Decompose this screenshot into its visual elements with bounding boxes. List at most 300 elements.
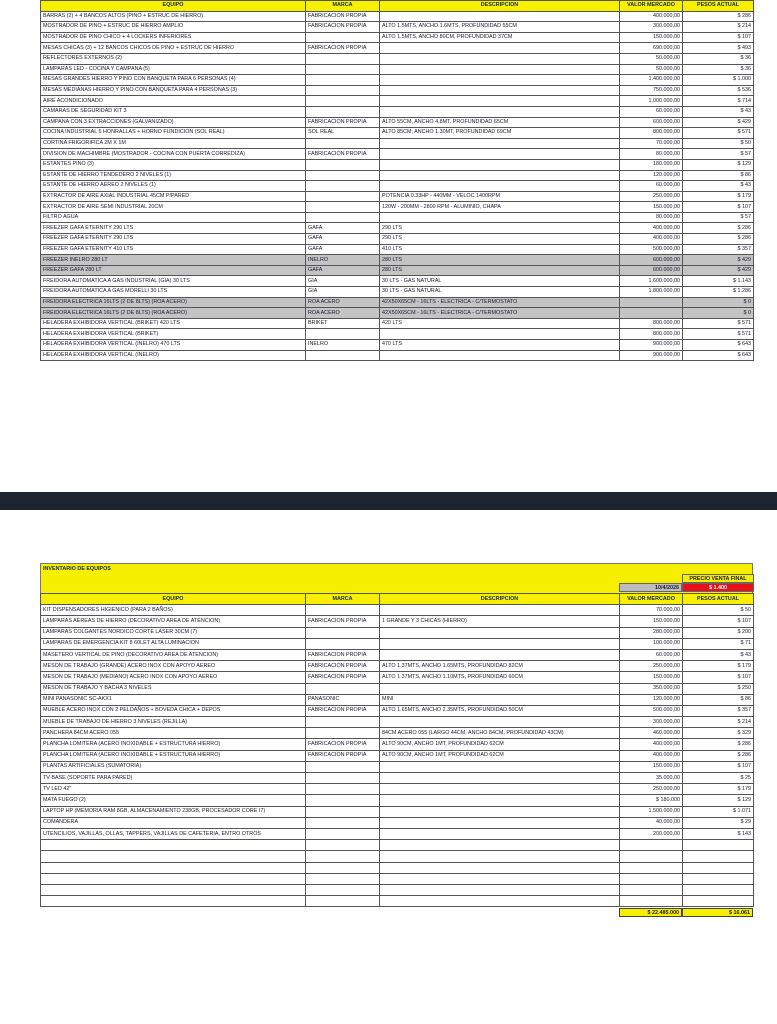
cell-pesos: $ 250: [683, 683, 754, 694]
cell-pesos: [683, 873, 754, 884]
total-valor-mercado: $ 22.485.000: [619, 908, 682, 917]
cell-valor: 600.000,00: [620, 265, 683, 276]
cell-marca: ROA ACERO: [306, 308, 380, 319]
cell-valor: $ 180.000: [620, 795, 683, 806]
table-row: [41, 297, 754, 308]
cell-descripcion: [380, 212, 620, 223]
cell-valor: [620, 840, 683, 851]
cell-marca: [306, 138, 380, 149]
cell-marca: [306, 817, 380, 828]
cell-valor: 400.000,00: [620, 739, 683, 750]
cell-descripcion: 280 LTS: [380, 265, 620, 276]
cell-pesos: $ 1.000: [683, 75, 754, 86]
table-row: [41, 22, 754, 33]
cell-pesos: $ 286: [683, 223, 754, 234]
cell-marca: [306, 85, 380, 96]
cell-equipo: MESAS CHICAS (3) + 12 BANCOS CHICOS DE PINO + ESTRUC DE HIERRO: [41, 43, 306, 54]
cell-pesos: $ 107: [683, 616, 754, 627]
cell-valor: 60.000,00: [620, 106, 683, 117]
cell-valor: 900.000,00: [620, 340, 683, 351]
cell-pesos: $ 286: [683, 234, 754, 245]
cell-valor: 300.000,00: [620, 717, 683, 728]
cell-valor: 280.000,00: [620, 627, 683, 638]
cell-valor: 1.000.000,00: [620, 96, 683, 107]
cell-pesos: $ 107: [683, 761, 754, 772]
cell-descripcion: 470 LTS: [380, 340, 620, 351]
cell-valor: [620, 873, 683, 884]
table-row: [41, 64, 754, 75]
cell-pesos: $ 286: [683, 750, 754, 761]
cell-equipo: PLANTAS ARTIFICIALES (SUMATORIA): [41, 761, 306, 772]
header-pesos-actual: PESOS ACTUAL: [683, 1, 754, 12]
cell-marca: FABRICACION PROPIA: [306, 11, 380, 22]
cell-marca: [306, 75, 380, 86]
cell-valor: [620, 308, 683, 319]
cell-valor: 150.000,00: [620, 202, 683, 213]
cell-marca: PANASONIC: [306, 694, 380, 705]
cell-valor: [620, 297, 683, 308]
price-final-value: $ 1.400: [682, 583, 754, 592]
cell-descripcion: 290 LTS: [380, 234, 620, 245]
top-inventory-sheet: [40, 0, 753, 361]
cell-equipo: CORTINA FRIGORIFICA 2M X 1M: [41, 138, 306, 149]
cell-equipo: FREIDORA AUTOMATICA A GAS MORELLI 30 LTS: [41, 287, 306, 298]
table-row: [41, 138, 754, 149]
cell-marca: SOL REAL: [306, 128, 380, 139]
header-equipo: EQUIPO: [41, 1, 306, 12]
cell-marca: [306, 159, 380, 170]
header-descripcion: DESCRIPCION: [380, 594, 620, 605]
cell-marca: FABRICACION PROPIA: [306, 739, 380, 750]
cell-valor: 250.000,00: [620, 191, 683, 202]
cell-marca: [306, 605, 380, 616]
cell-marca: [306, 795, 380, 806]
cell-pesos: $ 179: [683, 191, 754, 202]
table-row: [41, 851, 754, 862]
cell-valor: 150.000,00: [620, 616, 683, 627]
cell-marca: [306, 896, 380, 907]
cell-equipo: LAMPARAS AEREAS DE HIERRO (DECORATIVO AREA DE ATENCION): [41, 616, 306, 627]
cell-pesos: $ 25: [683, 773, 754, 784]
cell-descripcion: [380, 784, 620, 795]
cell-equipo: LAMPARAS COLGANTES NORDICO CORTE LASER 30CM (7): [41, 627, 306, 638]
cell-marca: [306, 212, 380, 223]
table-row: [41, 181, 754, 192]
cell-pesos: $ 214: [683, 717, 754, 728]
cell-descripcion: 30 LTS - GAS NATURAL: [380, 287, 620, 298]
cell-descripcion: [380, 64, 620, 75]
cell-equipo: TV BASE (SOPORTE PARA PARED): [41, 773, 306, 784]
cell-equipo: LAMPARAS LED - COCINA Y CAMPANA (5): [41, 64, 306, 75]
cell-valor: 400.000,00: [620, 11, 683, 22]
cell-valor: 70.000,00: [620, 138, 683, 149]
cell-equipo: HELADERA EXHIBIDORA VERTICAL (INELRO): [41, 350, 306, 361]
table-row: [41, 287, 754, 298]
cell-marca: GIA: [306, 276, 380, 287]
cell-pesos: $ 29: [683, 817, 754, 828]
cell-pesos: $ 643: [683, 350, 754, 361]
sheet-subheader: [40, 574, 753, 593]
cell-equipo: MESON DE TRABAJO (MEDIANO) ACERO INOX CON APOYO AEREO: [41, 672, 306, 683]
cell-equipo: MUEBLE ACERO INOX CON 2 PELDAÑOS + BOVEDA CHICA + DEPOS: [41, 705, 306, 716]
cell-equipo: MESON DE TRABAJO Y BACHA 3 NIVELES: [41, 683, 306, 694]
cell-marca: [306, 96, 380, 107]
cell-equipo: COMANDERA: [41, 817, 306, 828]
cell-valor: 400.000,00: [620, 223, 683, 234]
cell-descripcion: [380, 53, 620, 64]
cell-pesos: $ 286: [683, 11, 754, 22]
header-descripcion: DESCRIPCION: [380, 1, 620, 12]
cell-equipo: MATA FUEGO (2): [41, 795, 306, 806]
cell-pesos: $ 0: [683, 297, 754, 308]
cell-valor: 600.000,00: [620, 255, 683, 266]
table-row: [41, 265, 754, 276]
header-equipo: EQUIPO: [41, 594, 306, 605]
cell-descripcion: [380, 862, 620, 873]
table-row: [41, 873, 754, 884]
header-valor-mercado: VALOR MERCADO: [620, 1, 683, 12]
cell-valor: 250.000,00: [620, 784, 683, 795]
cell-equipo: FREEZER GAFA 280 LT: [41, 265, 306, 276]
cell-descripcion: [380, 605, 620, 616]
cell-valor: 60.000,00: [620, 649, 683, 660]
cell-equipo: MINI PANASONIC SC-AKX1: [41, 694, 306, 705]
cell-pesos: $ 179: [683, 661, 754, 672]
cell-marca: [306, 828, 380, 839]
cell-valor: 800.000,00: [620, 128, 683, 139]
cell-descripcion: ALTO 90CM, ANCHO 1MT, PROFUNDIDAD 62CM: [380, 750, 620, 761]
cell-marca: GAFA: [306, 244, 380, 255]
cell-descripcion: [380, 11, 620, 22]
cell-pesos: $ 429: [683, 117, 754, 128]
cell-marca: [306, 840, 380, 851]
price-final-label: PRECIO VENTA FINAL: [682, 574, 754, 583]
cell-descripcion: [380, 329, 620, 340]
table-row: [41, 649, 754, 660]
cell-descripcion: 42X50X65CM - 16LTS - ELECTRICA - C/TERMOSTATO: [380, 297, 620, 308]
cell-equipo: FREIDORA AUTOMATICA A GAS INDUSTRIAL (GIA) 30 LTS: [41, 276, 306, 287]
table-row: [41, 840, 754, 851]
cell-equipo: TV LED 42'': [41, 784, 306, 795]
cell-pesos: $ 143: [683, 828, 754, 839]
cell-equipo: BARRAS (2) + 4 BANCOS ALTOS (PINO + ESTRUC DE HIERRO): [41, 11, 306, 22]
cell-equipo: PLANCHA LOMITERA (ACERO INOXIDABLE + ESTRUCTURA HIERRO): [41, 750, 306, 761]
cell-marca: [306, 191, 380, 202]
cell-equipo: EXTRACTOR DE AIRE SEMI INDUSTRIAL 20CM: [41, 202, 306, 213]
cell-valor: 250.000,00: [620, 661, 683, 672]
cell-pesos: $ 179: [683, 784, 754, 795]
cell-valor: 70.000,00: [620, 605, 683, 616]
cell-pesos: $ 571: [683, 329, 754, 340]
cell-equipo: HELADERA EXHIBIDORA VERTICAL (BRIKET): [41, 329, 306, 340]
cell-valor: 1.400.000,00: [620, 75, 683, 86]
cell-pesos: $ 86: [683, 694, 754, 705]
cell-pesos: $ 200: [683, 627, 754, 638]
table-row: [41, 244, 754, 255]
cell-valor: 40.000,00: [620, 817, 683, 828]
table-row: [41, 605, 754, 616]
cell-marca: [306, 728, 380, 739]
cell-descripcion: [380, 761, 620, 772]
cell-descripcion: [380, 350, 620, 361]
sheet-title: INVENTARIO DE EQUIPOS: [40, 563, 753, 574]
table-row: [41, 739, 754, 750]
cell-valor: [620, 851, 683, 862]
table-row: [41, 329, 754, 340]
table-row: [41, 32, 754, 43]
cell-valor: 50.000,00: [620, 53, 683, 64]
cell-marca: [306, 181, 380, 192]
cell-marca: [306, 862, 380, 873]
cell-descripcion: ALTO 1.37MTS, ANCHO 1.65MTS, PROFUNDIDAD 82CM: [380, 661, 620, 672]
cell-valor: 690.000,00: [620, 43, 683, 54]
cell-pesos: [683, 851, 754, 862]
table-row: [41, 672, 754, 683]
table-row: [41, 795, 754, 806]
table-row: [41, 308, 754, 319]
cell-pesos: $ 129: [683, 159, 754, 170]
table-row: [41, 862, 754, 873]
total-pesos-actual: $ 16.061: [682, 908, 753, 917]
cell-marca: [306, 784, 380, 795]
cell-equipo: MOSTRADOR DE PINO + ESTRUC DE HIERRO AMPLIO: [41, 22, 306, 33]
cell-valor: 120.000,00: [620, 170, 683, 181]
cell-marca: [306, 202, 380, 213]
table-row: [41, 773, 754, 784]
cell-descripcion: 30 LTS - GAS NATURAL: [380, 276, 620, 287]
cell-pesos: $ 357: [683, 244, 754, 255]
cell-descripcion: ALTO 85CM, ANCHO 1.30MT, PROFUNDIDAD 69CM: [380, 128, 620, 139]
table-row: [41, 170, 754, 181]
cell-descripcion: [380, 873, 620, 884]
table-row: [41, 11, 754, 22]
cell-descripcion: 120W - 200MM - 2800 RPM - ALUMINIO, CHAPA: [380, 202, 620, 213]
cell-equipo: REFLECTORES EXTERNOS (2): [41, 53, 306, 64]
cell-equipo: MOSTRADOR DE PINO CHICO + 4 LOCKERS INFERIORES: [41, 32, 306, 43]
cell-descripcion: [380, 159, 620, 170]
header-marca: MARCA: [306, 594, 380, 605]
cell-descripcion: [380, 840, 620, 851]
cell-marca: [306, 350, 380, 361]
cell-marca: [306, 329, 380, 340]
cell-valor: 900.000,00: [620, 350, 683, 361]
cell-descripcion: [380, 817, 620, 828]
table-row: [41, 761, 754, 772]
cell-valor: [620, 896, 683, 907]
cell-pesos: $ 357: [683, 705, 754, 716]
table-row: [41, 616, 754, 627]
cell-pesos: $ 86: [683, 170, 754, 181]
cell-valor: 1.500.000,00: [620, 806, 683, 817]
header-valor-mercado: VALOR MERCADO: [620, 594, 683, 605]
cell-equipo: MUEBLE DE TRABAJO DE HIERRO 3 NIVELES (REJILLA): [41, 717, 306, 728]
table-row: [41, 223, 754, 234]
cell-pesos: $ 57: [683, 149, 754, 160]
bottom-inventory-table: [40, 593, 754, 907]
table-row: [41, 53, 754, 64]
cell-marca: FABRICACION PROPIA: [306, 117, 380, 128]
totals-row: [40, 907, 753, 918]
cell-descripcion: 290 LTS: [380, 223, 620, 234]
top-header-row: [41, 1, 754, 12]
cell-equipo: MESAS MEDIANAS HIERRO Y PINO CON BANQUETA PARA 4 PERSONAS (3): [41, 85, 306, 96]
table-row: [41, 627, 754, 638]
cell-descripcion: [380, 717, 620, 728]
cell-descripcion: [380, 106, 620, 117]
cell-valor: 80.000,00: [620, 149, 683, 160]
table-row: [41, 191, 754, 202]
cell-marca: FABRICACION PROPIA: [306, 43, 380, 54]
cell-marca: FABRICACION PROPIA: [306, 22, 380, 33]
cell-valor: 35.000,00: [620, 773, 683, 784]
table-row: [41, 728, 754, 739]
cell-valor: 600.000,00: [620, 117, 683, 128]
table-row: [41, 202, 754, 213]
cell-descripcion: [380, 884, 620, 895]
cell-equipo: [41, 896, 306, 907]
cell-marca: INELRO: [306, 255, 380, 266]
cell-pesos: $ 1.071: [683, 806, 754, 817]
table-row: [41, 128, 754, 139]
cell-equipo: PANCHERA 84CM ACERO 055: [41, 728, 306, 739]
table-row: [41, 828, 754, 839]
table-row: [41, 705, 754, 716]
cell-descripcion: ALTO 1.37MTS, ANCHO 1.10MTS, PROFUNDIDAD 60CM: [380, 672, 620, 683]
cell-equipo: COCINA INDUSTRIAL 6 HONRALLAS + HORNO FUNDICION (SOL REAL): [41, 128, 306, 139]
cell-pesos: $ 43: [683, 181, 754, 192]
cell-pesos: [683, 896, 754, 907]
cell-pesos: $ 57: [683, 212, 754, 223]
cell-equipo: FREEZER GAFA ETERNITY 290 LTS: [41, 223, 306, 234]
bottom-header-row: [41, 594, 754, 605]
cell-descripcion: ALTO 90CM, ANCHO 1MT, PROFUNDIDAD 62CM: [380, 739, 620, 750]
cell-pesos: $ 129: [683, 795, 754, 806]
cell-valor: 200.000,00: [620, 828, 683, 839]
cell-equipo: CAMPANA CON 3 EXTRACCIONES (GALVANIZADO): [41, 117, 306, 128]
cell-equipo: LAPTOP HP (MEMORIA RAM 8GB, ALMACENAMIENTO 238GB, PROCESADOR CORE I7): [41, 806, 306, 817]
cell-marca: [306, 64, 380, 75]
cell-marca: FABRICACION PROPIA: [306, 149, 380, 160]
cell-marca: [306, 638, 380, 649]
table-row: [41, 96, 754, 107]
table-row: [41, 638, 754, 649]
cell-descripcion: [380, 138, 620, 149]
cell-marca: [306, 717, 380, 728]
cell-pesos: $ 714: [683, 96, 754, 107]
cell-valor: 460.000,00: [620, 728, 683, 739]
cell-valor: 500.000,00: [620, 705, 683, 716]
cell-pesos: $ 536: [683, 85, 754, 96]
cell-equipo: [41, 840, 306, 851]
cell-descripcion: MINI: [380, 694, 620, 705]
cell-descripcion: 410 LTS: [380, 244, 620, 255]
cell-pesos: $ 643: [683, 340, 754, 351]
cell-descripcion: ALTO 1.65MTS, ANCHO 2.35MTS, PROFUNDIDAD 50CM: [380, 705, 620, 716]
cell-marca: [306, 106, 380, 117]
cell-descripcion: ALTO 1.5MTS, ANCHO 1.6MTS, PROFUNDIDAD 55CM: [380, 22, 620, 33]
cell-pesos: $ 36: [683, 64, 754, 75]
cell-descripcion: 280 LTS: [380, 255, 620, 266]
cell-marca: [306, 773, 380, 784]
cell-marca: [306, 884, 380, 895]
table-row: [41, 85, 754, 96]
table-row: [41, 784, 754, 795]
cell-valor: 100.000,00: [620, 638, 683, 649]
cell-marca: BRIKET: [306, 318, 380, 329]
cell-equipo: MASETERO VERTICAL DE PINO (DECORATIVO AREA DE ATENCION): [41, 649, 306, 660]
cell-equipo: UTENCILIOS, VAJILLAS, OLLAS, TAPPERS, VAJILLAS DE CAFETERIA, ENTRO OTROS: [41, 828, 306, 839]
cell-descripcion: 84CM ACERO 055 (LARGO 44CM, ANCHO 84CM, PROFUNDIDAD 43CM): [380, 728, 620, 739]
header-marca: MARCA: [306, 1, 380, 12]
cell-pesos: [683, 884, 754, 895]
cell-pesos: $ 107: [683, 32, 754, 43]
table-row: [41, 661, 754, 672]
cell-valor: 180.000,00: [620, 159, 683, 170]
cell-descripcion: [380, 181, 620, 192]
cell-descripcion: [380, 85, 620, 96]
cell-valor: 500.000,00: [620, 244, 683, 255]
cell-equipo: FREEZER GAFA ETERNITY 290 LTS: [41, 234, 306, 245]
table-row: [41, 318, 754, 329]
cell-equipo: MESAS GRANDES HIERRO Y PINO CON BANQUETA PARA 6 PERSONAS (4): [41, 75, 306, 86]
cell-equipo: FREEZER GAFA ETERNITY 410 LTS: [41, 244, 306, 255]
cell-pesos: $ 0: [683, 308, 754, 319]
cell-descripcion: ALTO 1.5MTS, ANCHO 80CM, PROFUNDIDAD 37CM: [380, 32, 620, 43]
cell-pesos: $ 50: [683, 605, 754, 616]
cell-pesos: $ 571: [683, 128, 754, 139]
cell-pesos: $ 50: [683, 138, 754, 149]
cell-pesos: $ 1.286: [683, 287, 754, 298]
cell-descripcion: [380, 896, 620, 907]
cell-equipo: AIRE ACONDICIONADO: [41, 96, 306, 107]
cell-equipo: LAMPARAS DE EMERGENCIA KIT 8 60LET ALTA LUMINACION: [41, 638, 306, 649]
cell-valor: 800.000,00: [620, 318, 683, 329]
table-row: [41, 683, 754, 694]
cell-marca: [306, 761, 380, 772]
cell-descripcion: [380, 43, 620, 54]
table-row: [41, 276, 754, 287]
cell-marca: GAFA: [306, 265, 380, 276]
cell-valor: 150.000,00: [620, 761, 683, 772]
cell-equipo: [41, 884, 306, 895]
cell-pesos: $ 429: [683, 255, 754, 266]
cell-descripcion: 42X50X65CM - 16LTS - ELECTRICA - C/TERMOSTATO: [380, 308, 620, 319]
cell-descripcion: [380, 851, 620, 862]
table-row: [41, 694, 754, 705]
top-inventory-table: [40, 0, 754, 361]
cell-equipo: ESTANTES PINO (3): [41, 159, 306, 170]
cell-descripcion: [380, 96, 620, 107]
table-row: [41, 159, 754, 170]
cell-descripcion: [380, 773, 620, 784]
cell-equipo: [41, 851, 306, 862]
table-row: [41, 717, 754, 728]
cell-valor: 50.000,00: [620, 64, 683, 75]
cell-pesos: $ 107: [683, 202, 754, 213]
header-pesos-actual: PESOS ACTUAL: [683, 594, 754, 605]
cell-equipo: [41, 862, 306, 873]
cell-descripcion: [380, 806, 620, 817]
cell-pesos: $ 214: [683, 22, 754, 33]
cell-marca: [306, 683, 380, 694]
table-row: [41, 817, 754, 828]
cell-valor: 300.000,00: [620, 22, 683, 33]
cell-marca: FABRICACION PROPIA: [306, 705, 380, 716]
cell-equipo: FREIDORA ELECTRICA 16LTS (2 DE 8LTS) (ROA ACERO): [41, 297, 306, 308]
cell-marca: FABRICACION PROPIA: [306, 750, 380, 761]
table-row: [41, 884, 754, 895]
cell-marca: INELRO: [306, 340, 380, 351]
